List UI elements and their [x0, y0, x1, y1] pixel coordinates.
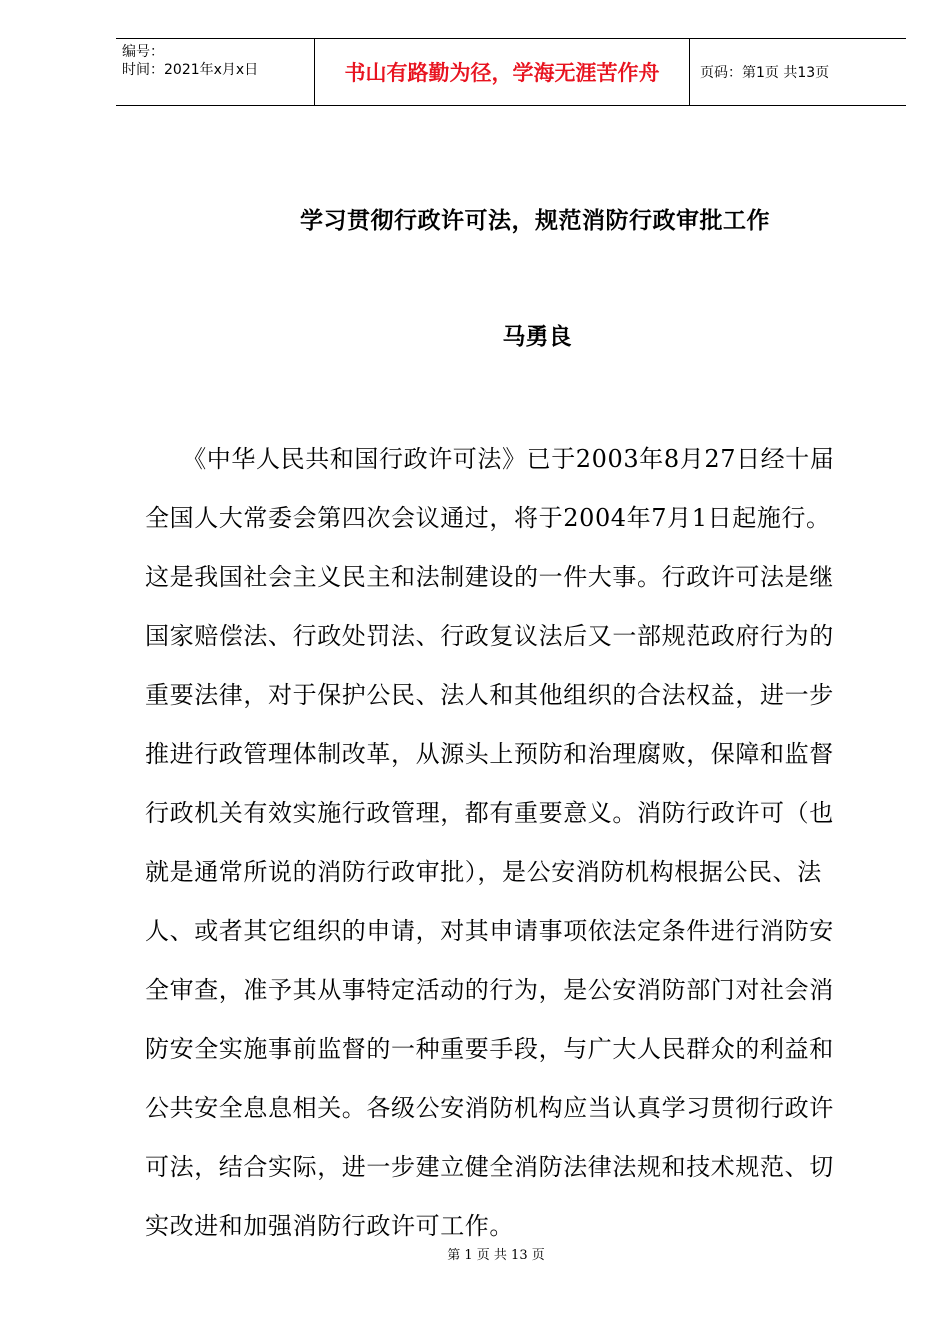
document-number-label: 编号：: [122, 44, 164, 60]
paragraph-line: 这是我国社会主义民主和法制建设的一件大事。行政许可法是继: [145, 563, 834, 591]
paragraph-line: 重要法律，对于保护公民、法人和其他组织的合法权益，进一步: [145, 681, 834, 709]
paragraph-line: 行政机关有效实施行政管理，都有重要意义。消防行政许可（也: [145, 799, 834, 827]
paragraph-line: 全国人大常委会第四次会议通过，将于2004年7月1日起施行。: [145, 504, 831, 532]
paragraph-line: 可法，结合实际，进一步建立健全消防法律法规和技术规范、切: [145, 1153, 834, 1181]
paragraph-line: 实改进和加强消防行政许可工作。: [145, 1212, 514, 1240]
paragraph-line: 公共安全息息相关。各级公安消防机构应当认真学习贯彻行政许: [145, 1094, 834, 1122]
paragraph-line: 全审查，准予其从事特定活动的行为，是公安消防部门对社会消: [145, 976, 834, 1004]
page-header: [116, 38, 906, 106]
page-footer: 第 1 页 共 13 页: [447, 1248, 545, 1263]
paragraph-line: 国家赔偿法、行政处罚法、行政复议法后又一部规范政府行为的: [145, 622, 834, 650]
header-page-number: 页码：第1页 共13页: [700, 65, 830, 81]
paragraph-line: 人、或者其它组织的申请，对其申请事项依法定条件进行消防安: [145, 917, 834, 945]
header-motto: 书山有路勤为径，学海无涯苦作舟: [315, 39, 690, 105]
document-author: 马勇良: [502, 323, 572, 350]
body-paragraph: [145, 430, 885, 1256]
paragraph-line: 就是通常所说的消防行政审批），是公安消防机构根据公民、法: [145, 858, 822, 886]
paragraph-line: 防安全实施事前监督的一种重要手段，与广大人民群众的利益和: [145, 1035, 834, 1063]
paragraph-line: 推进行政管理体制改革，从源头上预防和治理腐败，保障和监督: [145, 740, 834, 768]
paragraph-line: 《中华人民共和国行政许可法》已于2003年8月27日经十届: [145, 445, 835, 473]
header-meta-cell: [116, 39, 315, 105]
document-title: 学习贯彻行政许可法，规范消防行政审批工作: [300, 207, 770, 234]
document-time-label: 时间：2021年x月x日: [122, 62, 259, 78]
